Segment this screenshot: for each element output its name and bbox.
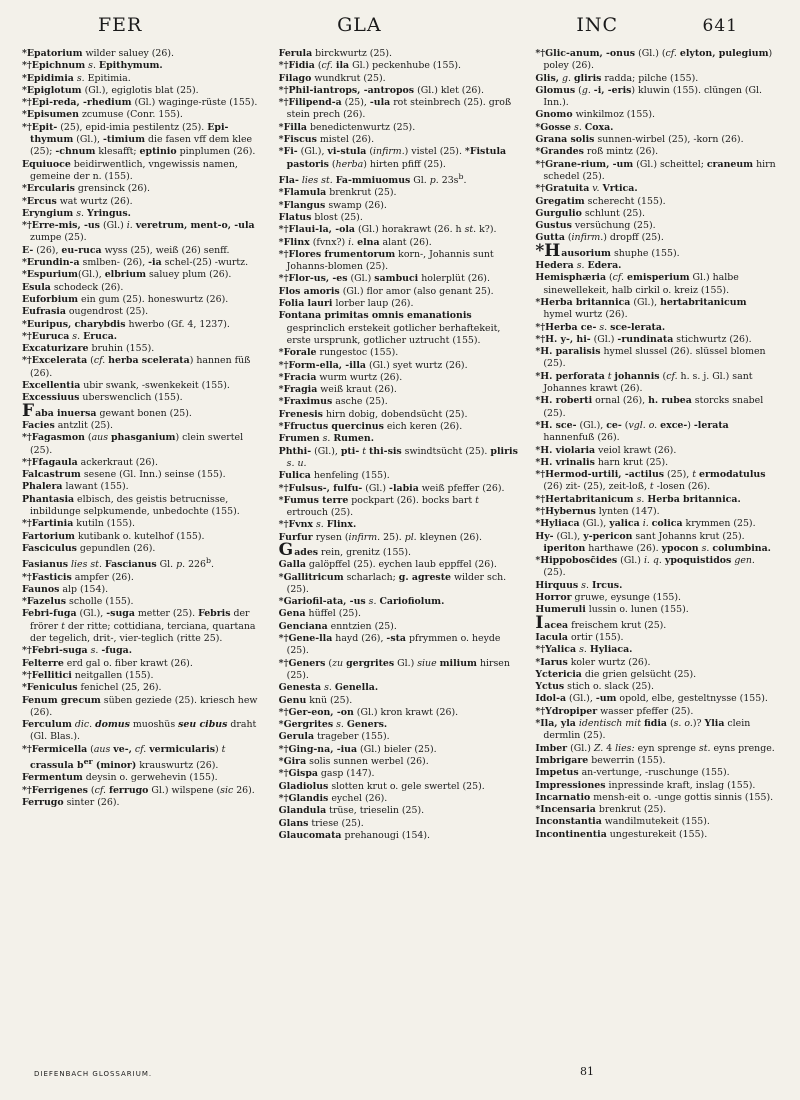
dictionary-entry: *†Flaui-la, -ola (Gl.) horakrawt (26. h st. k?). [278,224,497,236]
dictionary-entry: *†Excelerata (cf. herba scelerata) hannen füß (26). [22,355,251,379]
dictionary-entry: *Flinx (fvnx?) i. elna alant (26). [278,236,432,248]
dictionary-entry: *†Fagasmon (aus phasganium) clein swertel (25). [22,432,244,456]
dictionary-entry: Phalera lawant (155). [22,481,129,493]
dictionary-entry: *†Flor-us, -es (Gl.) sambuci holerplüt (26). [278,273,490,285]
dictionary-entry: Glans triese (25). [278,817,364,829]
dictionary-entry: *†H. y-, hi- (Gl.) -rundinata stichwurtz (26). [535,333,752,345]
dictionary-entry: Ferrugo sinter (26). [22,797,120,809]
dictionary-entry: *Herba britannica (Gl.), hertabritanicum hymel wurtz (26). [535,296,747,321]
dictionary-entry: *†Hertabritanicum s. Herba britannica. [535,493,741,505]
dictionary-entry: *Euripus, charybdis hwerbo (Gf. 4, 1237). [22,318,230,330]
dictionary-entry: *H. vrinalis harn krut (25). [535,456,669,468]
dictionary-entry: Gena hüffel (25). [278,608,362,620]
dictionary-entry: Folia lauri lorber laup (26). [278,298,414,310]
dictionary-entry: Gurgulio schlunt (25). [535,207,645,219]
dictionary-entry: Flos amoris (Gl.) flor amor (also genant 25). [278,285,494,297]
dictionary-entry: *Espurium(Gl.), elbrium saluey plum (26). [22,269,232,281]
dictionary-entry: Iacea freischem krut (25). [535,612,667,633]
dictionary-entry: Febri-fuga (Gl.), -suga metter (25). Febris der frörer t der ritte; cottidiana, terciana, quartana der tegelich, drit-, vier-teglich (ritte 25). [22,608,256,645]
dictionary-entry: *Forale rungestoc (155). [278,347,399,359]
dictionary-entry: Hedera s. Edera. [535,260,622,272]
dictionary-entry: *Iarus koler wurtz (26). [535,656,651,668]
dictionary-entry: Fulica henfeling (155). [278,470,390,482]
dictionary-entry: Excaturizare bruhin (155). [22,343,155,355]
dictionary-entry: Fermentum deysin o. gerwehevin (155). [22,772,218,784]
dictionary-entry: Fasciculus gepundlen (26). [22,542,156,554]
dictionary-entry: *†Glic-anum, -onus (Gl.) (cf. elyton, pulegium) poley (26). [535,48,773,72]
dictionary-entry: *†Yalica s. Hyliaca. [535,644,633,656]
dictionary-entry: *†Ferrigenes (cf. ferrugo Gl.) wilspene (sic 26). [22,784,255,796]
dictionary-entry: Grana solis sunnen-wirbel (25), -korn (26). [535,134,744,146]
dictionary-entry: *Feniculus fenichel (25, 26). [22,682,162,694]
dictionary-entry: *Erundin-a smlben- (26), -ia schel-(25) -wurtz. [22,257,249,269]
dictionary-entry: *Gosse s. Coxa. [535,121,614,133]
dictionary-entry: Incontinentia ungesturekeit (155). [535,828,708,840]
dictionary-entry: Imbrigare bewerrin (155). [535,754,666,766]
dictionary-entry: *Flamula brenkrut (25). [278,187,397,199]
dictionary-entry: Euforbium ein gum (25). honeswurtz (26). [22,293,229,305]
dictionary-entry: *Fumus terre pockpart (26). bocks bart t ertrouch (25). [278,494,479,519]
dictionary-entry: *Gira solis sunnen werbel (26). [278,756,429,768]
dictionary-entry: Iacula ortir (155). [535,631,624,643]
dictionary-entry: *†Flores frumentorum korn-, Johannis sunt Johanns-blomen (25). [278,248,494,273]
dictionary-entry: *†Euruca s. Eruca. [22,330,118,342]
dictionary-entry: Flatus blost (25). [278,211,363,223]
column-2 [279,48,522,842]
dictionary-entry: *†Gene-lla hayd (26), -sta pfrymmen o. heyde (25). [278,633,501,657]
dictionary-entry: Yctus stich o. slack (25). [535,681,654,693]
dictionary-entry: *Gariofil-ata, -us s. Cariofiolum. [278,596,445,608]
dictionary-entry: *†Ging-na, -iua (Gl.) bieler (25). [278,743,437,755]
dictionary-entry: Excellentia ubir swank, -swenkekeit (155). [22,380,230,392]
signature-mark: 81 [580,1065,594,1078]
dictionary-entry: Gerula trageber (155). [278,731,390,743]
column-3 [535,48,778,842]
dictionary-entry: Genesta s. Genella. [278,682,379,694]
running-header [22,14,778,48]
dictionary-entry: *†Fasticis ampfer (26). [22,571,134,583]
dictionary-entry: Phantasia elbisch, des geistis betrucnisse, inbildunge selpkumende, unbedochte (155). [22,493,240,517]
dictionary-entry: Gladiolus slotten krut o. gele swertel (25). [278,780,485,792]
dictionary-entry: *H. paralisis hymel slussel (26). slüssel blomen (25). [535,346,766,370]
dictionary-entry: Ferculum dic. domus muoshüs seu cibus draht (Gl. Blas.). [22,719,257,743]
dictionary-entry: Gustus versüchung (25). [535,220,656,232]
dictionary-entry: Horror gruwe, eysunge (155). [535,592,682,604]
dictionary-entry: E- (26), eu-ruca wyss (25), weiß (26) senff. [22,244,230,256]
dictionary-entry: Inconstantia wandilmutekeit (155). [535,816,710,828]
dictionary-entry: Gnomo winkilmoz (155). [535,109,655,121]
dictionary-entry: Incarnatio mensh-eit o. -unge gottis sinnis (155). [535,791,774,803]
dictionary-entry: *H. sce- (Gl.), ce- (vgl. o. exce-) -lerata hannenfuß (26). [535,419,729,444]
dictionary-entry: Idol-a (Gl.), -um opold, elbe, gesteltnysse (155). [535,693,768,705]
entry-columns [22,48,778,842]
dictionary-entry: Impetus an-vertunge, -ruschunge (155). [535,767,730,779]
dictionary-entry: *†Gratuita v. Vrtica. [535,183,638,195]
dictionary-entry: *†Form-ella, -illa (Gl.) syet wurtz (26). [278,359,468,371]
dictionary-entry: *Fiscus mistel (26). [278,134,375,146]
dictionary-entry: Genu knü (25). [278,694,353,706]
dictionary-entry: Fontana primitas omnis emanationis gesprinclich erstekeit gotlicher berhaftekeit, erste ursprunk, gotlicher uztrucht (155). [278,310,501,346]
dictionary-entry: *Incensaria brenkrut (25). [535,804,667,816]
dictionary-entry: *†Fellitici neitgallen (155). [22,669,154,681]
dictionary-entry: Gregatim scherecht (155). [535,195,666,207]
dictionary-entry: *Hippobosc̄ides (Gl.) i. q. ypoquistidos gen. (25). [535,555,755,579]
dictionary-entry: *Gergrites s. Geners. [278,719,388,731]
dictionary-entry: *†Ffagaula ackerkraut (26). [22,456,158,468]
dictionary-entry: *†Hermod-urtili, -actilus (25), t ermodatulus (26) zit- (25), zeit-loß, t -losen (26). [535,469,766,493]
dictionary-entry: Hy- (Gl.), y-pericon sant Johanns krut (25). iperiton harthawe (26). ypocon s. columbina. [535,530,771,554]
dictionary-entry: Hirquus s. Ircus. [535,579,623,591]
dictionary-entry: Impressiones inpressinde kraft, inslag (155). [535,779,756,791]
dictionary-entry: *†Fidia (cf. ila Gl.) peckenhube (155). [278,60,462,72]
dictionary-entry: Faba inuersa gewant bonen (25). [22,400,192,421]
dictionary-entry: *Ercus wat wurtz (26). [22,195,133,207]
dictionary-entry: *†Glandis eychel (26). [278,792,388,804]
dictionary-entry: Humeruli lussin o. lunen (155). [535,604,689,616]
dictionary-entry: Frumen s. Rumen. [278,433,374,445]
dictionary-entry: Frenesis hirn dobig, dobendsücht (25). [278,408,468,420]
dictionary-entry: *H. violaria veiol krawt (26). [535,444,677,456]
dictionary-entry: *†Febri-suga s. -fuga. [22,645,132,657]
dictionary-entry: Falcastrum sesene (Gl. Inn.) seinse (155). [22,469,226,481]
dictionary-entry: *†Herba ce- s. sce-lerata. [535,321,666,333]
dictionary-entry: *Flangus swamp (26). [278,199,387,211]
dictionary-entry: Gutta (infirm.) dropff (25). [535,232,664,244]
dictionary-entry: *Epatorium wilder saluey (26). [22,48,174,59]
publisher-footer: DIEFENBACH GLOSSARIUM. [34,1070,153,1078]
dictionary-entry: Gades rein, grenitz (155). [278,540,412,560]
dictionary-entry: *Epiglotum (Gl.), egiglotis blat (25). [22,84,199,96]
dictionary-entry: *Hausorium shuphe (155). [535,240,680,261]
dictionary-entry: Fenum grecum süben geziede (25). kriesch hew (26). [22,694,258,718]
dictionary-entry: Fasianus lies st. Fascianus Gl. p. 226$^b$. [22,556,214,571]
header-right-word: INC [576,14,619,36]
dictionary-entry: *†Gispa gasp (147). [278,768,375,780]
dictionary-entry: *Fracia wurm wurtz (26). [278,371,403,383]
dictionary-entry: Glaucomata prehanougi (154). [278,829,431,841]
dictionary-entry: Faunos alp (154). [22,583,109,595]
dictionary-entry: *Ffructus quercinus eich keren (26). [278,421,463,433]
dictionary-entry: *Ila, yla identisch mit fidia (s. o.)? Ylia clein dermlin (25). [535,718,751,742]
dictionary-entry: *Fazelus scholle (155). [22,596,134,608]
dictionary-entry: *†Epi-reda, -rhedium (Gl.) waginge-rüste (155). [22,97,258,109]
dictionary-entry: *†Fartinia kutiln (155). [22,518,135,530]
dictionary-entry: Genciana enntzien (25). [278,620,397,632]
dictionary-entry: *Fragia weiß kraut (26). [278,384,397,396]
dictionary-entry: *†Phil-iantrops, -antropos (Gl.) klet (26). [278,84,485,96]
dictionary-entry: *†Ydropiper wasser pfeffer (25). [535,705,694,717]
dictionary-entry: *Epidimia s. Epitimia. [22,72,131,84]
dictionary-entry: *†Fulsus-, fulfu- (Gl.) -labia weiß pfeffer (26). [278,482,505,494]
dictionary-entry: Equiuoce beidirwentlich, vngewissis namen, gemeine der n. (155). [22,158,238,182]
header-center-word: GLA [337,14,382,36]
dictionary-entry: Eufrasia ougendrost (25). [22,306,149,318]
dictionary-entry: *†Geners (zu gergrites Gl.) siue milium hirsen (25). [278,657,510,681]
dictionary-entry: Furfur rysen (infirm. 25). pl. kleynen (26). [278,531,483,543]
dictionary-entry: Filago wundkrut (25). [278,72,386,84]
header-left-word: FER [98,14,143,36]
dictionary-entry: *†Epit- (25), epid-imia pestilentz (25). Epi-thymum (Gl.), -timium die fasen vff dem klee (25); -chnum klesafft; eptinio pinplumen (26). [22,121,256,158]
dictionary-entry: *†Fvnx s. Flinx. [278,519,357,531]
dictionary-entry: *†Erre-mis, -us (Gl.) i. veretrum, ment-o, -ula zumpe (25). [22,220,255,244]
dictionary-entry: *Ercularis grensinck (26). [22,183,150,195]
dictionary-entry: *Fraximus asche (25). [278,396,388,408]
dictionary-entry: Excessiuus uberswenclich (155). [22,392,183,404]
dictionary-entry: *†Epichnum s. Epithymum. [22,60,163,72]
dictionary-entry: Yctericia die grien gelsücht (25). [535,668,697,680]
page-number: 641 [702,16,738,36]
dictionary-entry: Galla galöpffel (25). eychen laub eppffel (26). [278,559,497,571]
dictionary-entry: Phthi- (Gl.), pti- t thi-sis swindtsücht (25). pliris s. u. [278,445,518,469]
dictionary-entry: Glandula trüse, trieselin (25). [278,805,425,817]
dictionary-entry: *†Filipend-a (25), -ula rot steinbrech (25). groß stein prech (26). [278,97,512,121]
dictionary-entry: Eryngium s. Yringus. [22,207,131,219]
dictionary-entry: Fartorium kutibank o. kutelhof (155). [22,530,205,542]
column-1 [22,48,265,842]
dictionary-entry: Glomus (g. -i, -eris) kluwin (155). clüngen (Gl. Inn.). [535,84,763,109]
dictionary-entry: *†Hybernus lynten (147). [535,505,660,517]
dictionary-entry: Facies antzlit (25). [22,419,114,431]
dictionary-entry: *†Ger-eon, -on (Gl.) kron krawt (26). [278,706,459,718]
dictionary-entry: Glis, g. gliris radda; pilche (155). [535,72,699,84]
dictionary-entry: Fla- lies st. Fa-mmiuomus Gl. p. $23s^b$. [278,171,467,187]
dictionary-entry: *H. roberti ornal (26), h. rubea storcks snabel (25). [535,395,764,419]
dictionary-entry: *†Fermicella (aus ve-, cf. vermicularis) t crassula $b^{er}$ (minor) krauswurtz (26). [22,743,226,772]
dictionary-entry: Hemisphæria (cf. emisperium Gl.) halbe sinewellekeit, halb cirkil o. kreiz (155). [535,272,739,296]
dictionary-entry: *Gallitricum scharlach; g. agreste wilder sch. (25). [278,571,507,595]
dictionary-entry: Felterre erd gal o. fiber krawt (26). [22,657,193,669]
dictionary-entry: *Episumen zcumuse (Conr. 155). [22,109,183,121]
dictionary-entry: Imber (Gl.) Z. 4 lies: eyn sprenge st. eyns prenge. [535,742,775,754]
dictionary-entry: *Hyliaca (Gl.), yalica i. colica krymmen (25). [535,518,756,530]
dictionary-entry: Ferula birckwurtz (25). [278,48,393,59]
dictionary-entry: *H. perforata t johannis (cf. h. s. j. Gl.) sant Johannes krawt (26). [535,370,753,395]
dictionary-entry: Esula schodeck (26). [22,281,124,293]
dictionary-entry: *Fi- (Gl.), vi-stula (infirm.) vistel (25). *Fistula pastoris (herba) hirten pfiff (25). [278,146,507,170]
dictionary-entry: *Filla benedictenwurtz (25). [278,121,416,133]
dictionary-entry: *Grandes roß mintz (26). [535,146,659,158]
dictionary-entry: *†Grane-rium, -um (Gl.) scheittel; craneum hirn schedel (25). [535,158,776,182]
